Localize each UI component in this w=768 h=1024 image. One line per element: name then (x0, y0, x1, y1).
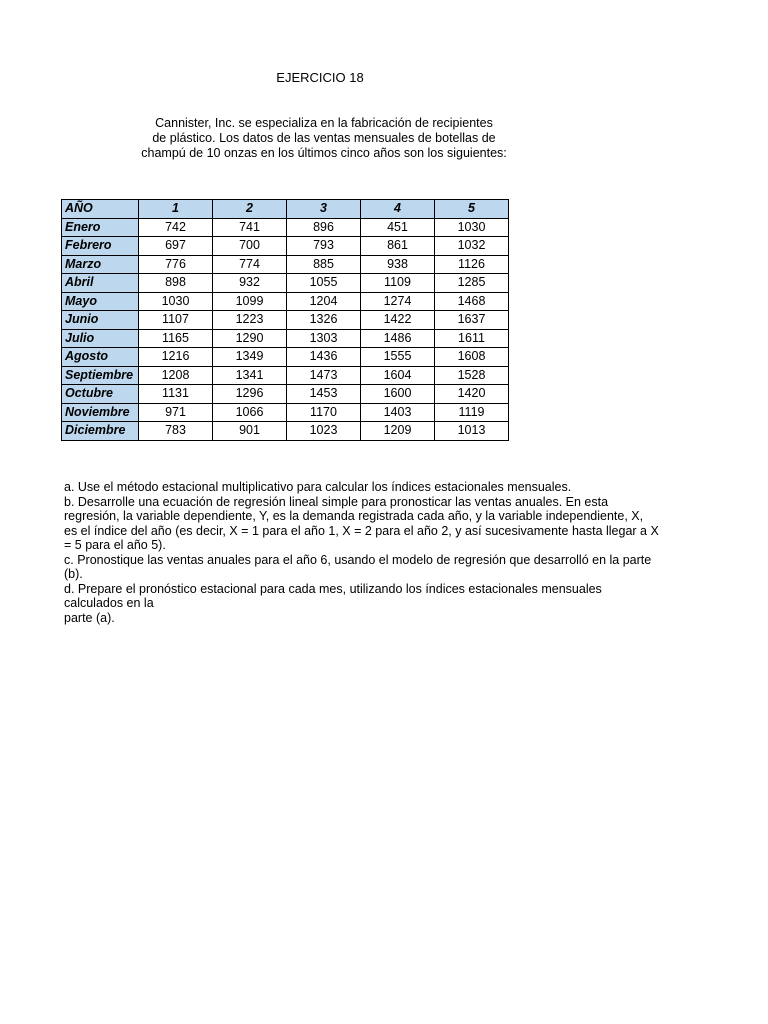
question-line: a. Use el método estacional multiplicativo para calcular los índices estacionales mensuales. (64, 480, 572, 494)
sales-cell: 1468 (435, 292, 509, 311)
sales-cell: 1216 (139, 348, 213, 367)
intro-line: de plástico. Los datos de las ventas mensuales de botellas de (152, 131, 496, 145)
sales-cell: 1420 (435, 385, 509, 404)
sales-cell: 932 (213, 274, 287, 293)
sales-cell: 1326 (287, 311, 361, 330)
month-label: Diciembre (62, 422, 139, 441)
sales-cell: 1099 (213, 292, 287, 311)
month-label: Noviembre (62, 403, 139, 422)
sales-cell: 697 (139, 237, 213, 256)
sales-cell: 742 (139, 218, 213, 237)
sales-cell: 1422 (361, 311, 435, 330)
table-row (62, 329, 509, 348)
header-row (62, 200, 509, 219)
month-label: Enero (62, 218, 139, 237)
table-row (62, 348, 509, 367)
month-label: Mayo (62, 292, 139, 311)
month-label: Agosto (62, 348, 139, 367)
question-line: d. Prepare el pronóstico estacional para cada mes, utilizando los índices estacionales mensuales (64, 581, 602, 596)
sales-cell: 885 (287, 255, 361, 274)
sales-cell: 776 (139, 255, 213, 274)
month-label: Abril (62, 274, 139, 293)
sales-cell: 1032 (435, 237, 509, 256)
sales-cell: 1023 (287, 422, 361, 441)
questions-block (64, 480, 664, 625)
sales-cell: 1303 (287, 329, 361, 348)
question-line: b. Desarrolle una ecuación de regresión lineal simple para pronosticar las ventas anuales. En esta (64, 494, 609, 509)
sales-cell: 1119 (435, 403, 509, 422)
sales-cell: 1126 (435, 255, 509, 274)
sales-cell: 1486 (361, 329, 435, 348)
sales-cell: 774 (213, 255, 287, 274)
year-header: 3 (287, 200, 361, 219)
sales-cell: 1608 (435, 348, 509, 367)
month-label: Febrero (62, 237, 139, 256)
sales-cell: 901 (213, 422, 287, 441)
sales-cell: 1208 (139, 366, 213, 385)
sales-cell: 1223 (213, 311, 287, 330)
intro-line: champú de 10 onzas en los últimos cinco años son los siguientes: (141, 146, 507, 160)
sales-table (61, 199, 509, 441)
sales-cell: 741 (213, 218, 287, 237)
sales-cell: 1131 (139, 385, 213, 404)
sales-cell: 1611 (435, 329, 509, 348)
question-line: parte (a). (64, 610, 115, 625)
sales-cell: 1637 (435, 311, 509, 330)
sales-cell: 1170 (287, 403, 361, 422)
year-header: 2 (213, 200, 287, 219)
year-header-corner: AÑO (62, 200, 139, 219)
question-line: es el índice del año (es decir, X = 1 para el año 1, X = 2 para el año 2, y así sucesivamente hasta llegar a X (64, 523, 659, 538)
month-label: Octubre (62, 385, 139, 404)
sales-cell: 1109 (361, 274, 435, 293)
table-row (62, 218, 509, 237)
table-row (62, 403, 509, 422)
table-row (62, 255, 509, 274)
table-row (62, 274, 509, 293)
intro-paragraph (130, 116, 518, 161)
table-row (62, 237, 509, 256)
sales-cell: 1204 (287, 292, 361, 311)
sales-cell: 1436 (287, 348, 361, 367)
month-label: Septiembre (62, 366, 139, 385)
sales-cell: 1600 (361, 385, 435, 404)
sales-cell: 1349 (213, 348, 287, 367)
sales-cell: 451 (361, 218, 435, 237)
table-row (62, 366, 509, 385)
sales-cell: 1066 (213, 403, 287, 422)
table-row (62, 292, 509, 311)
sales-cell: 971 (139, 403, 213, 422)
year-header: 1 (139, 200, 213, 219)
sales-cell: 1274 (361, 292, 435, 311)
table-body (62, 218, 509, 440)
sales-cell: 898 (139, 274, 213, 293)
year-header: 4 (361, 200, 435, 219)
month-label: Marzo (62, 255, 139, 274)
sales-cell: 1030 (139, 292, 213, 311)
month-label: Junio (62, 311, 139, 330)
sales-cell: 1030 (435, 218, 509, 237)
sales-cell: 783 (139, 422, 213, 441)
question-line: (b). (64, 567, 83, 581)
question-line: calculados en la (64, 596, 154, 610)
table-row (62, 385, 509, 404)
sales-cell: 896 (287, 218, 361, 237)
sales-cell: 938 (361, 255, 435, 274)
sales-cell: 1604 (361, 366, 435, 385)
sales-cell: 1555 (361, 348, 435, 367)
table-row (62, 311, 509, 330)
sales-cell: 1285 (435, 274, 509, 293)
exercise-title: EJERCICIO 18 (276, 70, 364, 85)
sales-cell: 1013 (435, 422, 509, 441)
table-row (62, 422, 509, 441)
sales-cell: 793 (287, 237, 361, 256)
sales-cell: 1165 (139, 329, 213, 348)
question-line: = 5 para el año 5). (64, 538, 166, 552)
sales-cell: 861 (361, 237, 435, 256)
sales-cell: 1290 (213, 329, 287, 348)
sales-cell: 1107 (139, 311, 213, 330)
sales-cell: 1209 (361, 422, 435, 441)
sales-cell: 700 (213, 237, 287, 256)
sales-cell: 1055 (287, 274, 361, 293)
sales-cell: 1528 (435, 366, 509, 385)
sales-cell: 1403 (361, 403, 435, 422)
month-label: Julio (62, 329, 139, 348)
intro-line: Cannister, Inc. se especializa en la fabricación de recipientes (155, 116, 493, 130)
question-line: c. Pronostique las ventas anuales para el año 6, usando el modelo de regresión que desarrolló en la parte (64, 552, 652, 567)
sales-cell: 1341 (213, 366, 287, 385)
question-line: regresión, la variable dependiente, Y, es la demanda registrada cada año, y la variable independiente, X, (64, 509, 644, 523)
sales-cell: 1473 (287, 366, 361, 385)
sales-cell: 1453 (287, 385, 361, 404)
sales-cell: 1296 (213, 385, 287, 404)
year-header: 5 (435, 200, 509, 219)
